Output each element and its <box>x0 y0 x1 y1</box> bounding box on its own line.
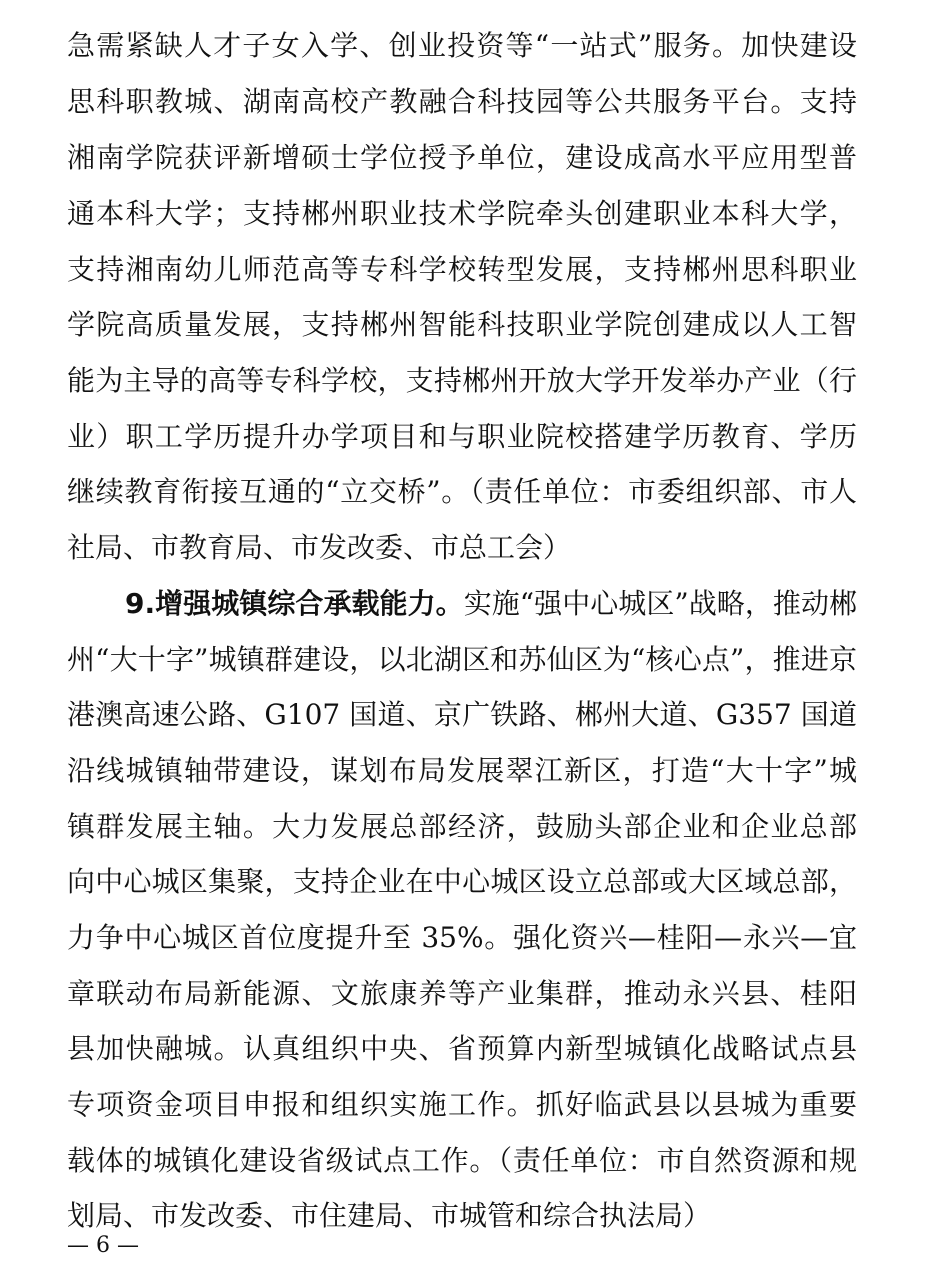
text-line: 思科职教城、湖南高校产教融合科技园等公共服务平台。支持 <box>67 85 857 118</box>
text-line: 县加快融城。认真组织中央、省预算内新型城镇化战略试点县 <box>67 1032 857 1065</box>
section-heading: 9.增强城镇综合承载能力。 <box>125 587 464 620</box>
text-line: 章联动布局新能源、文旅康养等产业集群，推动永兴县、桂阳 <box>67 977 857 1010</box>
text-line: 湘南学院获评新增硕士学位授予单位，建设成高水平应用型普 <box>67 141 857 174</box>
text-line: 沿线城镇轴带建设，谋划布局发展翠江新区，打造“大十字”城 <box>67 754 857 787</box>
text-line: 继续教育衔接互通的“立交桥”。（责任单位：市委组织部、市人 <box>67 475 857 508</box>
section-heading-line <box>125 586 857 622</box>
text-line: 力争中心城区首位度提升至 35%。强化资兴—桂阳—永兴—宜 <box>67 921 857 954</box>
text-line: 能为主导的高等专科学校，支持郴州开放大学开发举办产业（行 <box>67 364 857 397</box>
text-line: 急需紧缺人才子女入学、创业投资等“一站式”服务。加快建设 <box>67 29 857 62</box>
text-line: 州“大十字”城镇群建设，以北湖区和苏仙区为“核心点”，推进京 <box>67 643 857 676</box>
text-line: 支持湘南幼儿师范高等专科学校转型发展，支持郴州思科职业 <box>67 253 857 286</box>
text-span: 实施“强中心城区”战略，推动郴 <box>463 587 857 620</box>
text-line: 向中心城区集聚，支持企业在中心城区设立总部或大区域总部， <box>67 865 857 898</box>
text-line: 划局、市发改委、市住建局、市城管和综合执法局） <box>67 1199 712 1232</box>
text-line: 社局、市教育局、市发改委、市总工会） <box>67 531 572 564</box>
text-line: 学院高质量发展，支持郴州智能科技职业学院创建成以人工智 <box>67 308 857 341</box>
text-line: 专项资金项目申报和组织实施工作。抓好临武县以县城为重要 <box>67 1088 857 1121</box>
text-line: 载体的城镇化建设省级试点工作。（责任单位：市自然资源和规 <box>67 1144 857 1177</box>
text-line: 业）职工学历提升办学项目和与职业院校搭建学历教育、学历 <box>67 420 857 453</box>
text-line: 镇群发展主轴。大力发展总部经济，鼓励头部企业和企业总部 <box>67 810 857 843</box>
text-line: 港澳高速公路、G107 国道、京广铁路、郴州大道、G357 国道 <box>67 698 857 731</box>
text-line: 通本科大学；支持郴州职业技术学院牵头创建职业本科大学， <box>67 197 857 230</box>
page-number: — 6 — <box>67 1233 139 1258</box>
